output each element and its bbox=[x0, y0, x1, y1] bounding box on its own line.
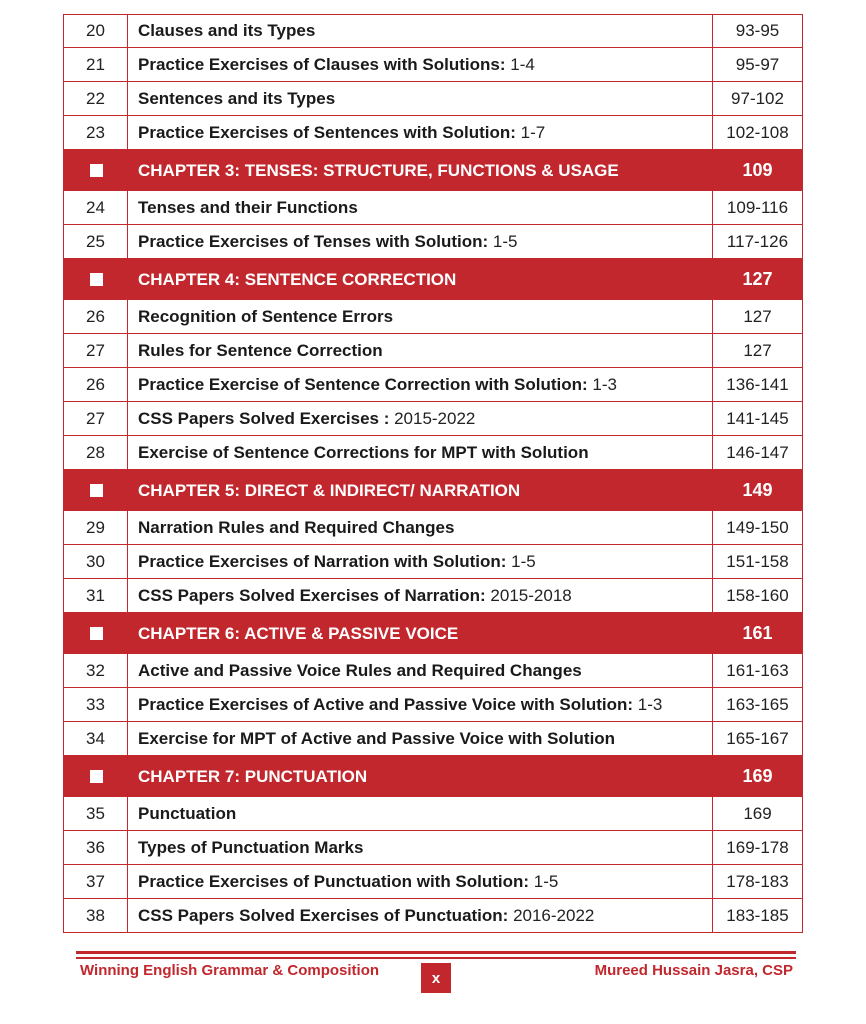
chapter-title: CHAPTER 5: DIRECT & INDIRECT/ NARRATION bbox=[138, 480, 521, 500]
entry-number: 22 bbox=[64, 82, 128, 115]
entry-title bbox=[128, 116, 713, 149]
entry-pages: 117-126 bbox=[726, 231, 789, 251]
entry-number: 23 bbox=[64, 116, 128, 149]
entry-title-bold: CSS Papers Solved Exercises of Narration: bbox=[138, 585, 486, 605]
entry-title bbox=[128, 722, 713, 755]
toc-row bbox=[63, 14, 803, 48]
entry-title bbox=[128, 436, 713, 469]
chapter-title: CHAPTER 3: TENSES: STRUCTURE, FUNCTIONS & USAGE bbox=[138, 160, 619, 180]
chapter-title: CHAPTER 4: SENTENCE CORRECTION bbox=[138, 269, 457, 289]
entry-number: 38 bbox=[64, 899, 128, 932]
chapter-page: 149 bbox=[742, 480, 773, 500]
entry-title-bold: Practice Exercises of Punctuation with Solution: bbox=[138, 871, 530, 891]
chapter-page: 127 bbox=[742, 269, 773, 289]
toc-row bbox=[63, 579, 803, 613]
entry-pages: 97-102 bbox=[731, 88, 784, 108]
square-bullet-icon bbox=[64, 150, 128, 191]
entry-title-bold: Practice Exercises of Clauses with Solutions: bbox=[138, 54, 506, 74]
entry-title-bold: Sentences and its Types bbox=[138, 88, 336, 108]
toc-row bbox=[63, 191, 803, 225]
entry-title bbox=[128, 899, 713, 932]
toc-row bbox=[63, 368, 803, 402]
entry-number: 34 bbox=[64, 722, 128, 755]
entry-title bbox=[128, 368, 713, 401]
entry-pages: 149-150 bbox=[726, 517, 789, 537]
toc-row bbox=[63, 402, 803, 436]
entry-title bbox=[128, 688, 713, 721]
chapter-header-row bbox=[63, 470, 803, 511]
entry-title-range: 2016-2022 bbox=[508, 905, 595, 925]
entry-title-range: 1-3 bbox=[633, 694, 663, 714]
chapter-page: 169 bbox=[742, 766, 773, 786]
entry-title bbox=[128, 82, 713, 115]
entry-title-bold: Active and Passive Voice Rules and Required Changes bbox=[138, 660, 582, 680]
entry-title-bold: Practice Exercise of Sentence Correction with Solution: bbox=[138, 374, 588, 394]
entry-title bbox=[128, 191, 713, 224]
entry-title bbox=[128, 48, 713, 81]
entry-pages: 95-97 bbox=[735, 54, 780, 74]
footer-rule bbox=[76, 951, 796, 959]
chapter-header-row bbox=[63, 613, 803, 654]
toc-row bbox=[63, 797, 803, 831]
entry-title-bold: Tenses and their Functions bbox=[138, 197, 358, 217]
toc-row bbox=[63, 116, 803, 150]
chapter-page: 109 bbox=[742, 160, 773, 180]
entry-number: 25 bbox=[64, 225, 128, 258]
toc-row bbox=[63, 48, 803, 82]
square-bullet-icon bbox=[64, 470, 128, 511]
entry-title bbox=[128, 797, 713, 830]
chapter-title: CHAPTER 7: PUNCTUATION bbox=[138, 766, 368, 786]
toc-row bbox=[63, 436, 803, 470]
square-bullet-icon bbox=[64, 756, 128, 797]
entry-number: 26 bbox=[64, 368, 128, 401]
entry-title-bold: Practice Exercises of Narration with Solution: bbox=[138, 551, 507, 571]
page-number-badge: x bbox=[421, 963, 451, 993]
toc-row bbox=[63, 722, 803, 756]
footer-book-title: Winning English Grammar & Composition bbox=[80, 962, 380, 979]
entry-number: 27 bbox=[64, 402, 128, 435]
toc-row bbox=[63, 300, 803, 334]
entry-title bbox=[128, 579, 713, 612]
entry-pages: 127 bbox=[743, 340, 772, 360]
square-bullet-icon bbox=[64, 259, 128, 300]
entry-title-bold: Practice Exercises of Active and Passive Voice with Solution: bbox=[138, 694, 634, 714]
entry-number: 35 bbox=[64, 797, 128, 830]
entry-title bbox=[128, 15, 713, 47]
entry-title-bold: Clauses and its Types bbox=[138, 21, 316, 40]
entry-pages: 109-116 bbox=[726, 197, 789, 217]
entry-title bbox=[128, 334, 713, 367]
toc-row bbox=[63, 225, 803, 259]
entry-title-range: 2015-2018 bbox=[485, 585, 572, 605]
entry-pages: 165-167 bbox=[726, 728, 789, 748]
entry-pages: 169-178 bbox=[726, 837, 789, 857]
toc-row bbox=[63, 865, 803, 899]
entry-title-bold: Practice Exercises of Tenses with Solution: bbox=[138, 231, 489, 251]
entry-number: 28 bbox=[64, 436, 128, 469]
entry-number: 32 bbox=[64, 654, 128, 687]
entry-title-bold: Exercise for MPT of Active and Passive Voice with Solution bbox=[138, 728, 616, 748]
entry-number: 26 bbox=[64, 300, 128, 333]
entry-number: 30 bbox=[64, 545, 128, 578]
toc-row bbox=[63, 334, 803, 368]
entry-title-range: 1-4 bbox=[505, 54, 535, 74]
entry-pages: 163-165 bbox=[726, 694, 789, 714]
entry-title-bold: CSS Papers Solved Exercises : bbox=[138, 408, 390, 428]
entry-pages: 127 bbox=[743, 306, 772, 326]
entry-title-range: 1-7 bbox=[515, 122, 546, 142]
entry-title bbox=[128, 225, 713, 258]
entry-title-bold: Recognition of Sentence Errors bbox=[138, 306, 394, 326]
entry-pages: 146-147 bbox=[726, 442, 789, 462]
entry-number: 27 bbox=[64, 334, 128, 367]
entry-pages: 93-95 bbox=[735, 21, 780, 40]
entry-title-bold: Types of Punctuation Marks bbox=[138, 837, 364, 857]
toc-row bbox=[63, 654, 803, 688]
toc-row bbox=[63, 82, 803, 116]
chapter-title: CHAPTER 6: ACTIVE & PASSIVE VOICE bbox=[138, 623, 459, 643]
entry-pages: 158-160 bbox=[726, 585, 789, 605]
entry-number: 20 bbox=[64, 15, 128, 47]
entry-pages: 102-108 bbox=[726, 122, 789, 142]
entry-number: 29 bbox=[64, 511, 128, 544]
table-of-contents bbox=[63, 14, 803, 933]
entry-number: 36 bbox=[64, 831, 128, 864]
entry-title-range: 1-5 bbox=[488, 231, 518, 251]
entry-number: 31 bbox=[64, 579, 128, 612]
toc-row bbox=[63, 511, 803, 545]
toc-row bbox=[63, 545, 803, 579]
entry-title-range: 1-5 bbox=[529, 871, 559, 891]
toc-row bbox=[63, 831, 803, 865]
entry-title-range: 2015-2022 bbox=[389, 408, 476, 428]
entry-title bbox=[128, 402, 713, 435]
chapter-header-row bbox=[63, 150, 803, 191]
entry-pages: 183-185 bbox=[726, 905, 789, 925]
entry-title-bold: Practice Exercises of Sentences with Solution: bbox=[138, 122, 516, 142]
entry-number: 24 bbox=[64, 191, 128, 224]
entry-pages: 141-145 bbox=[726, 408, 789, 428]
toc-row bbox=[63, 688, 803, 722]
entry-title-range: 1-5 bbox=[506, 551, 536, 571]
chapter-header-row bbox=[63, 756, 803, 797]
entry-pages: 136-141 bbox=[726, 374, 789, 394]
footer-author: Mureed Hussain Jasra, CSP bbox=[594, 962, 793, 979]
chapter-page: 161 bbox=[742, 623, 773, 643]
entry-pages: 151-158 bbox=[726, 551, 789, 571]
entry-title-bold: CSS Papers Solved Exercises of Punctuation: bbox=[138, 905, 509, 925]
square-bullet-icon bbox=[64, 613, 128, 654]
entry-title bbox=[128, 831, 713, 864]
entry-title-bold: Rules for Sentence Correction bbox=[138, 340, 383, 360]
toc-row bbox=[63, 899, 803, 933]
entry-number: 37 bbox=[64, 865, 128, 898]
entry-title-bold: Exercise of Sentence Corrections for MPT with Solution bbox=[138, 442, 589, 462]
entry-title bbox=[128, 545, 713, 578]
entry-title-bold: Narration Rules and Required Changes bbox=[138, 517, 455, 537]
entry-pages: 178-183 bbox=[726, 871, 789, 891]
chapter-header-row bbox=[63, 259, 803, 300]
entry-number: 21 bbox=[64, 48, 128, 81]
entry-pages: 169 bbox=[743, 803, 772, 823]
entry-number: 33 bbox=[64, 688, 128, 721]
entry-title bbox=[128, 654, 713, 687]
entry-title-range: 1-3 bbox=[587, 374, 617, 394]
entry-title bbox=[128, 511, 713, 544]
entry-pages: 161-163 bbox=[726, 660, 789, 680]
entry-title bbox=[128, 865, 713, 898]
entry-title-bold: Punctuation bbox=[138, 803, 237, 823]
entry-title bbox=[128, 300, 713, 333]
